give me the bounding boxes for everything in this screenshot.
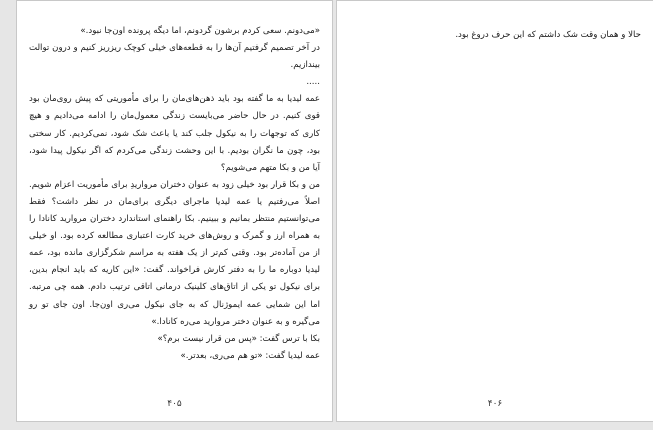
right-page-text (349, 27, 641, 44)
paragraph: عمه لیدیا به ما گفته بود باید ذهن‌های‌مان را برای مأموریتی که پیش روی‌مان بود قوی کنیم. در حال حاضر می‌بایست زندگی معمول‌مان را ادامه می‌دادیم و هیچ کاری که توجهات را به نیکول جلب کند یا باعث شک شود، نمی‌کردیم. کار سختی بود، چون ما نگران بودیم. با این وحشت زندگی می‌کردم که اگر نیکول پیدا شود، آیا من و بکا متهم می‌شویم؟ (29, 94, 320, 173)
left-page-text (29, 23, 320, 365)
right-page (336, 0, 653, 422)
paragraph: من و بکا قرار بود خیلی زود به عنوان دختران مرواریدِ برای مأموریت اعزام شویم. اصلاً می‌رفتیم یا عمه لیدیا ماجرای دیگری برای‌مان در نظر داشت؟ فقط می‌توانستیم منتظر بمانیم و ببینیم. بکا راهنمای استاندارد دختران مروارید کانادا را به همراه ارز و گمرک و روش‌های خرید کارت اعتباری مطالعه کرده بود. او خیلی از من آماده‌تر بود. وقتی کم‌تر از یک هفته به مراسم شکرگزاری مانده بود، عمه لیدیا دوباره ما را به دفتر کارش فراخواند. گفت: «این کاریه که باید انجام بدین، برای نیکول تو یکی از اتاق‌های کلینیک درمانی اتاقی ترتیب دادم. همه چی مرتبه. اما این شمایی عمه ایموژنال که به جای نیکول می‌ری اون‌جا. اون جای تو رو می‌گیره و به عنوان دختر مروارید می‌ره کانادا.» (29, 179, 320, 327)
paragraph: در آخر تصمیم گرفتیم آن‌ها را به قطعه‌های خیلی کوچک ریزریز کنیم و درون توالت بیندازیم. (29, 43, 320, 71)
paragraph: عمه لیدیا گفت: «تو هم می‌ری، بعدتر.» (180, 350, 320, 361)
paragraph: بکا با ترس گفت: «پس من قرار نیست برم؟» (157, 333, 320, 344)
left-page (16, 0, 333, 422)
page-number: ۴۰۵ (167, 399, 182, 409)
section-separator: ..... (306, 77, 320, 88)
paragraph: «می‌دونم. سعی کردم برشون گردونم، اما دیگه پرونده اون‌جا نبود.» (80, 26, 320, 36)
paragraph: حالا و همان وقت شک داشتم که این حرف دروغ بود. (455, 30, 641, 40)
page-number: ۴۰۶ (487, 399, 503, 409)
